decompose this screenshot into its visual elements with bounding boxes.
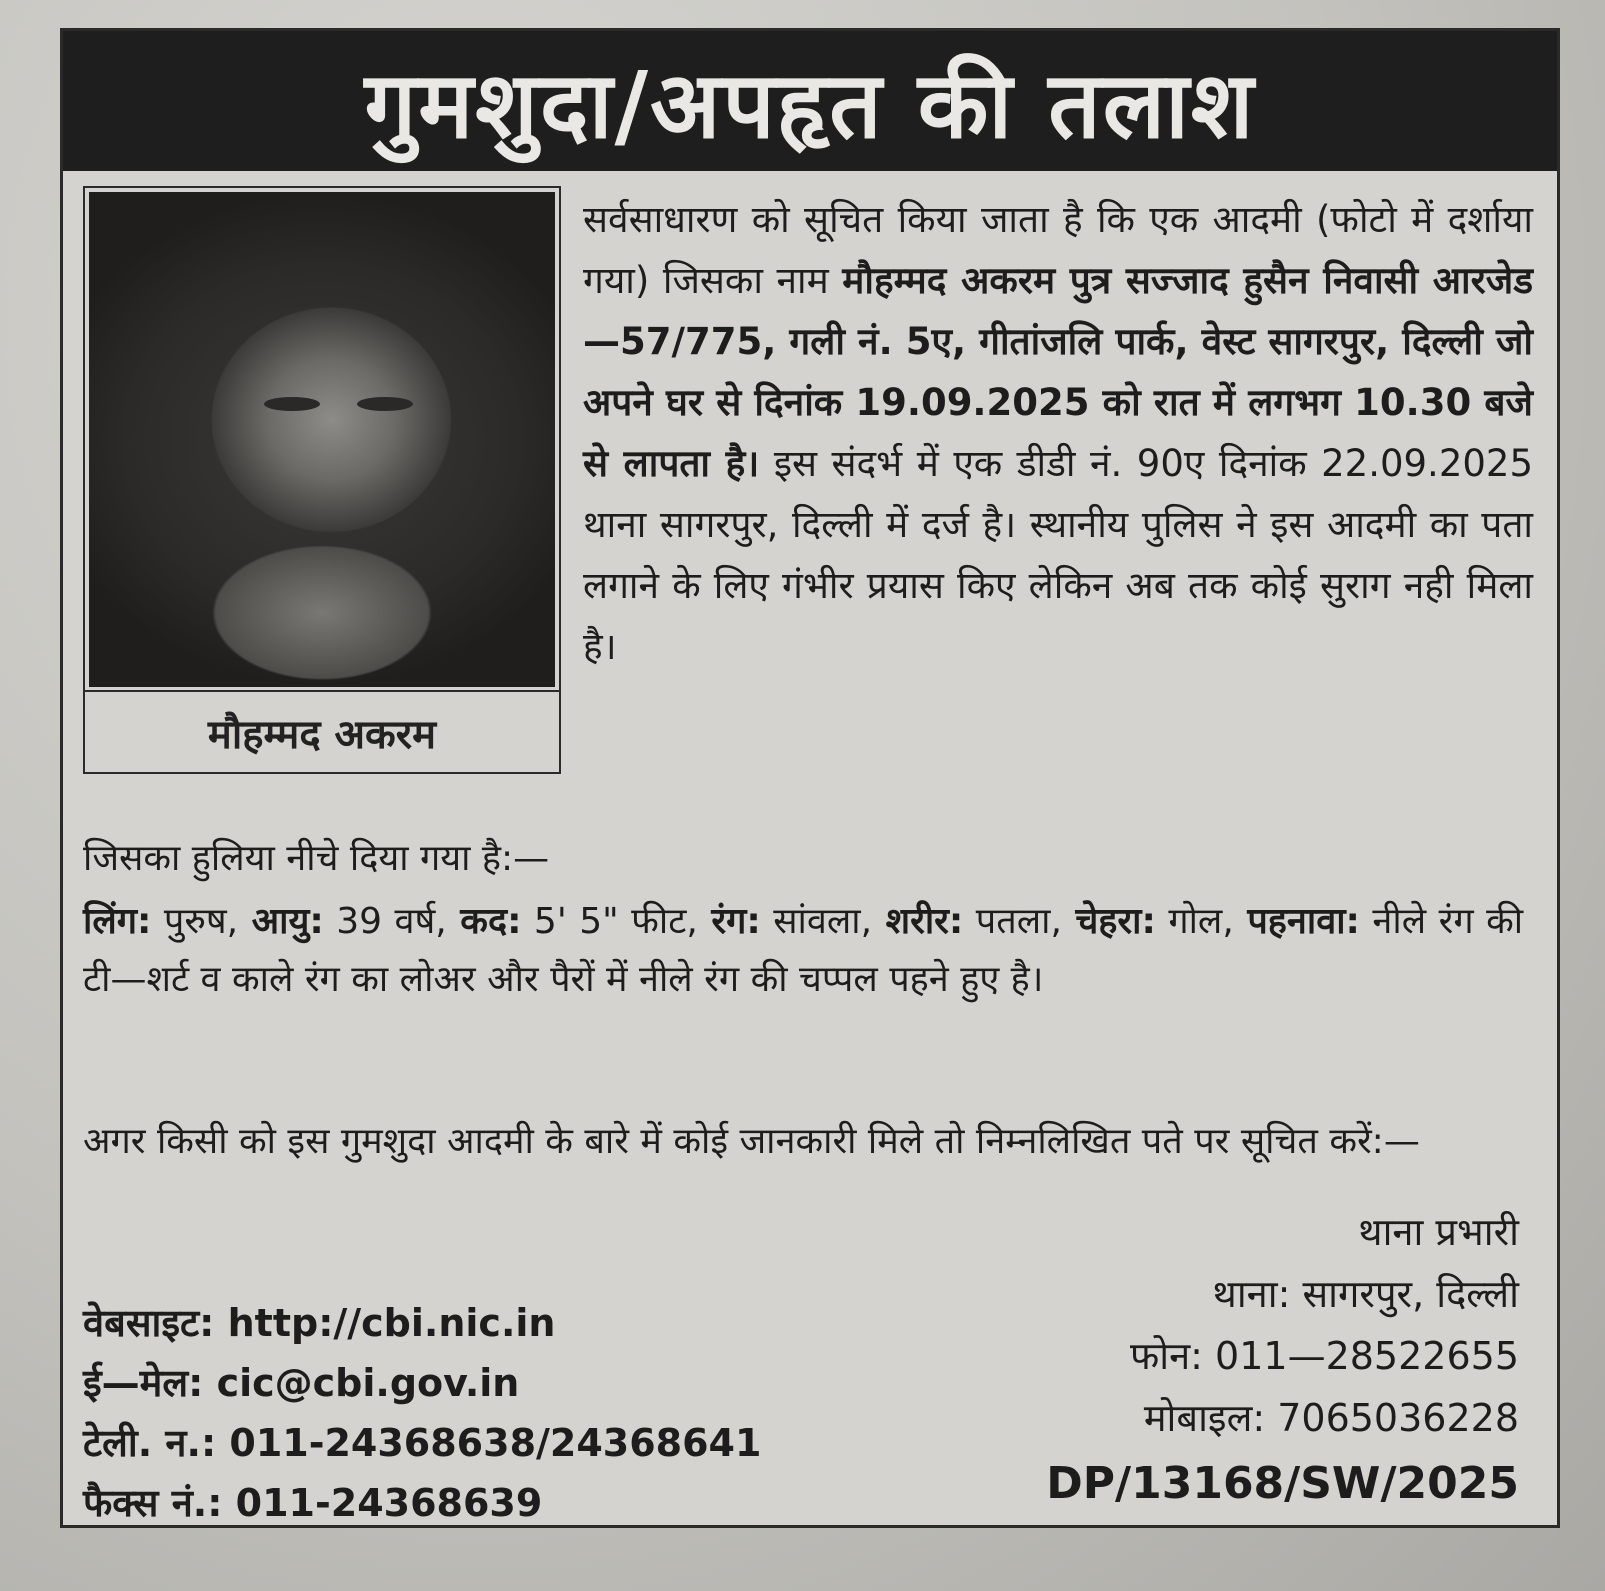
gender-value: पुरुष, xyxy=(151,901,239,942)
website-row xyxy=(83,1293,863,1353)
intro-text-1: सर्वसाधारण को सूचित किया जाता है कि एक आदमी (फोटो में दर्शाया गया) जिसका नाम xyxy=(583,198,1533,302)
missing-person-notice xyxy=(60,28,1560,1528)
tel-value: 011-24368638/24368641 xyxy=(229,1421,762,1465)
photo-frame xyxy=(83,186,561,774)
description-details xyxy=(83,893,1523,1009)
height-value: 5' 5" फीट, xyxy=(521,901,698,942)
height-label: कद: xyxy=(446,901,522,942)
age-value: 39 वर्ष, xyxy=(323,901,447,942)
intro-paragraph xyxy=(583,189,1533,677)
gender-label: लिंग: xyxy=(83,901,152,942)
intro-text-2: इस संदर्भ में एक डीडी नं. 90ए दिनांक 22.09.2025 थाना सागरपुर, दिल्ली में दर्ज है। स्थानीय पुलिस ने इस आदमी का पता लगाने के लिए गंभीर प्रयास किए लेकिन अब तक कोई सुराग नही मिला है। xyxy=(583,442,1533,668)
appeal-text: अगर किसी को इस गुमशुदा आदमी के बारे में कोई जानकारी मिले तो निम्नलिखित पते पर सूचित करें:— xyxy=(83,1121,1420,1162)
website-value[interactable]: http://cbi.nic.in xyxy=(227,1301,556,1345)
description-heading: जिसका हुलिया नीचे दिया गया है:— xyxy=(83,838,550,879)
email-value[interactable]: cic@cbi.gov.in xyxy=(216,1361,520,1405)
reference-number: DP/13168/SW/2025 xyxy=(1046,1458,1519,1509)
build-value: पतला, xyxy=(963,901,1062,942)
person-photo xyxy=(89,192,555,687)
station-mobile: मोबाइल: 7065036228 xyxy=(1143,1396,1519,1440)
clothing-label: पहनावा: xyxy=(1233,901,1360,942)
police-contact-block xyxy=(899,1201,1519,1515)
fax-label: फैक्स नं.: xyxy=(83,1481,223,1525)
intro-name-address: मौहम्मद अकरम पुत्र सज्जाद हुसैन निवासी आरजेड—57/775, गली नं. 5ए, गीतांजलि पार्क, वेस्ट सागरपुर, दिल्ली जो अपने घर से दिनांक 19.09.2025 को रात में लगभग 10.30 बजे से लापता है। xyxy=(583,259,1533,485)
age-label: आयु: xyxy=(238,901,324,942)
clothing-value: नीले रंग की टी—शर्ट व काले रंग का लोअर और पैरों में नीले रंग की चप्पल पहने हुए है। xyxy=(83,901,1524,1000)
photo-caption: मौहम्मद अकरम xyxy=(85,690,559,772)
photo-eye-left xyxy=(264,397,320,411)
email-row xyxy=(83,1353,863,1413)
tel-label: टेली. न.: xyxy=(83,1421,217,1465)
face-label: चेहरा: xyxy=(1061,901,1156,942)
face-value: गोल, xyxy=(1155,901,1234,942)
cbi-contact-block xyxy=(83,1293,863,1533)
notice-title: गुमशुदा/अपहृत की तलाश xyxy=(364,51,1256,159)
fax-row xyxy=(83,1473,863,1533)
email-label: ई—मेल: xyxy=(83,1361,204,1405)
notice-banner xyxy=(63,31,1557,171)
station-name: थाना: सागरपुर, दिल्ली xyxy=(1212,1272,1519,1316)
tel-row xyxy=(83,1413,863,1473)
build-label: शरीर: xyxy=(872,901,964,942)
website-label: वेबसाइट: xyxy=(83,1301,215,1345)
officer-title: थाना प्रभारी xyxy=(1358,1210,1519,1254)
fax-value: 011-24368639 xyxy=(235,1481,543,1525)
station-phone: फोन: 011—28522655 xyxy=(1129,1334,1519,1378)
complexion-value: सांवला, xyxy=(760,901,873,942)
complexion-label: रंग: xyxy=(697,901,761,942)
photo-eye-right xyxy=(357,397,413,411)
